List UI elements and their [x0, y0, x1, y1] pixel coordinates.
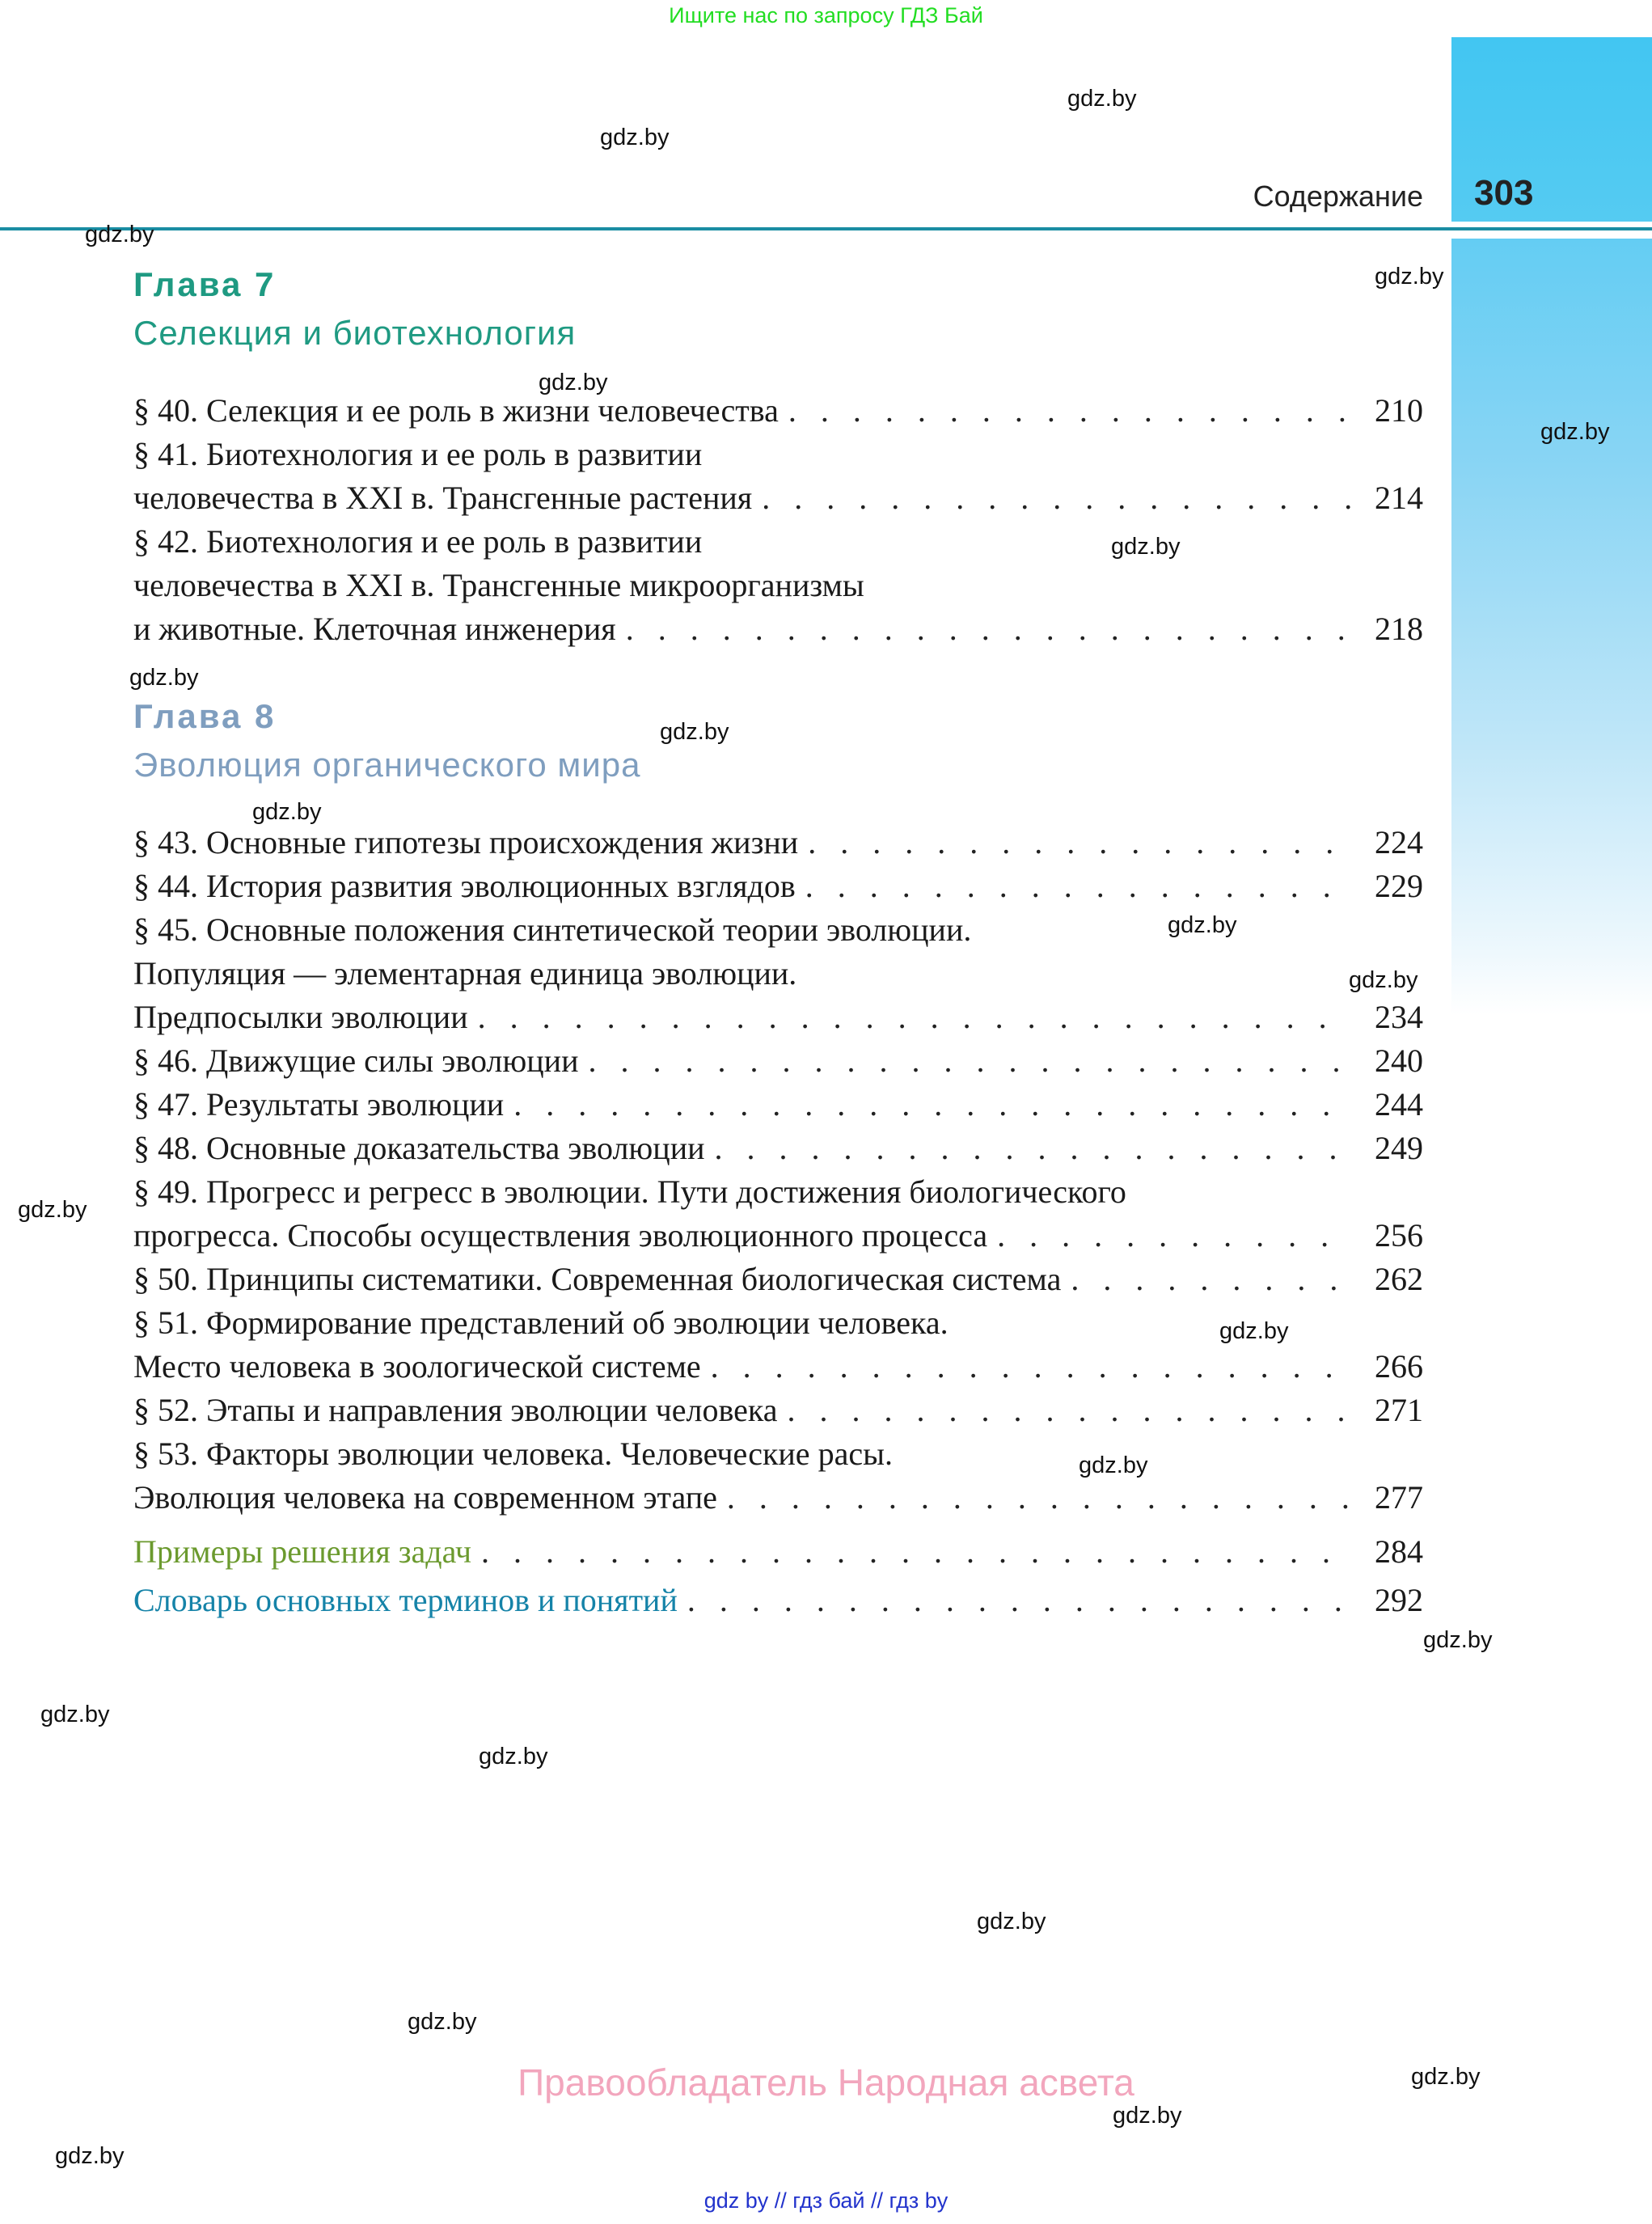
toc-entry-42-line1[interactable]: [133, 520, 1423, 564]
watermark: gdz.by: [600, 125, 670, 150]
toc-entry-title: прогресса. Способы осуществления эволюционного процесса: [133, 1217, 988, 1254]
watermark: gdz.by: [1111, 534, 1181, 560]
watermark: gdz.by: [1219, 1318, 1289, 1344]
toc-entry-title: Популяция — элементарная единица эволюции.: [133, 955, 797, 991]
toc-entry-49[interactable]: [133, 1214, 1423, 1258]
toc-entry-title: Словарь основных терминов и понятий: [133, 1582, 678, 1618]
watermark: gdz.by: [1423, 1627, 1493, 1653]
toc-entry-title: § 42. Биотехнология и ее роль в развитии: [133, 523, 703, 560]
toc-entry-title: § 41. Биотехнология и ее роль в развитии: [133, 436, 703, 472]
toc-page-number: 262: [1375, 1261, 1423, 1297]
toc-entry-46[interactable]: [133, 1039, 1423, 1083]
watermark: gdz.by: [18, 1197, 87, 1223]
leader-dots: [762, 476, 1352, 520]
chapter-7-label: Глава 7: [133, 265, 277, 303]
toc-page-number: 284: [1375, 1533, 1423, 1570]
page-number: 303: [1474, 173, 1534, 213]
toc-entry-43[interactable]: [133, 821, 1423, 865]
toc-entry-53[interactable]: [133, 1476, 1423, 1520]
toc-entry-title: Примеры решения задач: [133, 1533, 471, 1570]
watermark: gdz.by: [1113, 2103, 1182, 2129]
toc-entry-title: § 47. Результаты эволюции: [133, 1086, 505, 1123]
toc-page-number: 214: [1375, 480, 1423, 516]
toc-entry-49-line1[interactable]: [133, 1170, 1423, 1214]
leader-dots: [1071, 1258, 1352, 1301]
toc-entry-45-line2[interactable]: [133, 952, 1423, 996]
watermark: gdz.by: [1411, 2064, 1481, 2090]
copyright-notice: Правообладатель Народная асвета: [518, 2061, 1134, 2103]
toc-entry-51[interactable]: [133, 1345, 1423, 1389]
leader-dots: [481, 1530, 1352, 1574]
toc-entry-title: Место человека в зоологической системе: [133, 1348, 701, 1385]
watermark: gdz.by: [55, 2143, 125, 2169]
toc-entry-title: § 46. Движущие силы эволюции: [133, 1042, 579, 1079]
toc-entry-title: § 50. Принципы систематики. Современная биологическая система: [133, 1261, 1062, 1297]
footer-links[interactable]: gdz by // гдз бай // гдз by: [703, 2188, 949, 2213]
watermark: gdz.by: [479, 1744, 548, 1769]
watermark: gdz.by: [408, 2009, 477, 2035]
toc-entry-title: § 53. Факторы эволюции человека. Человеческие расы.: [133, 1435, 893, 1472]
watermark: gdz.by: [977, 1909, 1046, 1934]
leader-dots: [711, 1345, 1352, 1389]
watermark: gdz.by: [1168, 912, 1237, 938]
toc-entry-title: § 51. Формирование представлений об эволюции человека.: [133, 1304, 949, 1341]
leader-dots: [715, 1127, 1352, 1170]
toc-page-number: 229: [1375, 868, 1423, 904]
toc-entry-glossary[interactable]: [133, 1579, 1423, 1622]
leader-dots: [727, 1476, 1352, 1520]
toc-page-number: 277: [1375, 1479, 1423, 1516]
toc-entry-title: человечества в XXI в. Трансгенные растения: [133, 480, 753, 516]
leader-dots: [589, 1039, 1353, 1083]
watermark: gdz.by: [252, 799, 322, 825]
toc-entry-title: Эволюция человека на современном этапе: [133, 1479, 717, 1516]
leader-dots: [997, 1214, 1352, 1258]
leader-dots: [687, 1579, 1352, 1622]
toc-entry-title: § 49. Прогресс и регресс в эволюции. Пути достижения биологического: [133, 1173, 1126, 1210]
chapter-8-title: Эволюция органического мира: [133, 746, 641, 784]
header-rule: [0, 227, 1652, 230]
toc-page-number: 234: [1375, 999, 1423, 1035]
chapter-7-title: Селекция и биотехнология: [133, 314, 577, 352]
toc-entry-47[interactable]: [133, 1083, 1423, 1127]
toc-page-number: 271: [1375, 1392, 1423, 1428]
leader-dots: [788, 1389, 1352, 1432]
watermark: gdz.by: [40, 1702, 110, 1727]
toc-page-number: 244: [1375, 1086, 1423, 1123]
toc-entry-title: § 40. Селекция и ее роль в жизни человечества: [133, 392, 779, 429]
toc-page-number: 256: [1375, 1217, 1423, 1254]
toc-entry-44[interactable]: [133, 865, 1423, 908]
toc-entry-41[interactable]: [133, 476, 1423, 520]
watermark: gdz.by: [1067, 86, 1137, 112]
toc-entry-50[interactable]: [133, 1258, 1423, 1301]
toc-entry-title: § 52. Этапы и направления эволюции человека: [133, 1392, 778, 1428]
toc-entry-53-line1[interactable]: [133, 1432, 1423, 1476]
toc-page-number: 224: [1375, 824, 1423, 860]
watermark: gdz.by: [1349, 967, 1418, 993]
search-banner: Ищите нас по запросу ГДЗ Бай: [669, 3, 983, 27]
watermark: gdz.by: [1079, 1452, 1148, 1478]
toc-page-number: 266: [1375, 1348, 1423, 1385]
watermark: gdz.by: [1375, 264, 1444, 290]
toc-page-number: 218: [1375, 611, 1423, 647]
running-head: Содержание: [1253, 180, 1423, 213]
toc-page-number: 210: [1375, 392, 1423, 429]
toc-entry-52[interactable]: [133, 1389, 1423, 1432]
watermark: gdz.by: [85, 222, 154, 247]
toc-entry-42[interactable]: [133, 607, 1423, 651]
watermark: gdz.by: [539, 370, 608, 395]
side-gradient-band: [1451, 239, 1652, 1015]
toc-entry-42-line2[interactable]: [133, 564, 1423, 607]
toc-entry-title: § 45. Основные положения синтетической теории эволюции.: [133, 911, 972, 948]
leader-dots: [805, 865, 1352, 908]
watermark: gdz.by: [660, 719, 729, 745]
toc-entry-40[interactable]: [133, 389, 1423, 433]
watermark: gdz.by: [1540, 419, 1610, 445]
toc-entry-title: Предпосылки эволюции: [133, 999, 468, 1035]
toc-entry-title: § 43. Основные гипотезы происхождения жизни: [133, 824, 799, 860]
toc-entry-title: § 44. История развития эволюционных взглядов: [133, 868, 796, 904]
leader-dots: [808, 821, 1352, 865]
leader-dots: [513, 1083, 1352, 1127]
toc-page-number: 292: [1375, 1582, 1423, 1618]
toc-page-number: 240: [1375, 1042, 1423, 1079]
toc-entry-title: и животные. Клеточная инженерия: [133, 611, 616, 647]
watermark: gdz.by: [129, 665, 199, 691]
toc-entry-title: человечества в XXI в. Трансгенные микроорганизмы: [133, 567, 864, 603]
toc-entry-41-line1[interactable]: [133, 433, 1423, 476]
chapter-8-label: Глава 8: [133, 697, 277, 735]
toc-entry-title: § 48. Основные доказательства эволюции: [133, 1130, 705, 1166]
toc-entry-48[interactable]: [133, 1127, 1423, 1170]
leader-dots: [626, 607, 1352, 651]
toc-page-number: 249: [1375, 1130, 1423, 1166]
toc-entry-examples[interactable]: [133, 1530, 1423, 1574]
leader-dots: [788, 389, 1352, 433]
leader-dots: [478, 996, 1352, 1039]
toc-entry-45[interactable]: [133, 996, 1423, 1039]
